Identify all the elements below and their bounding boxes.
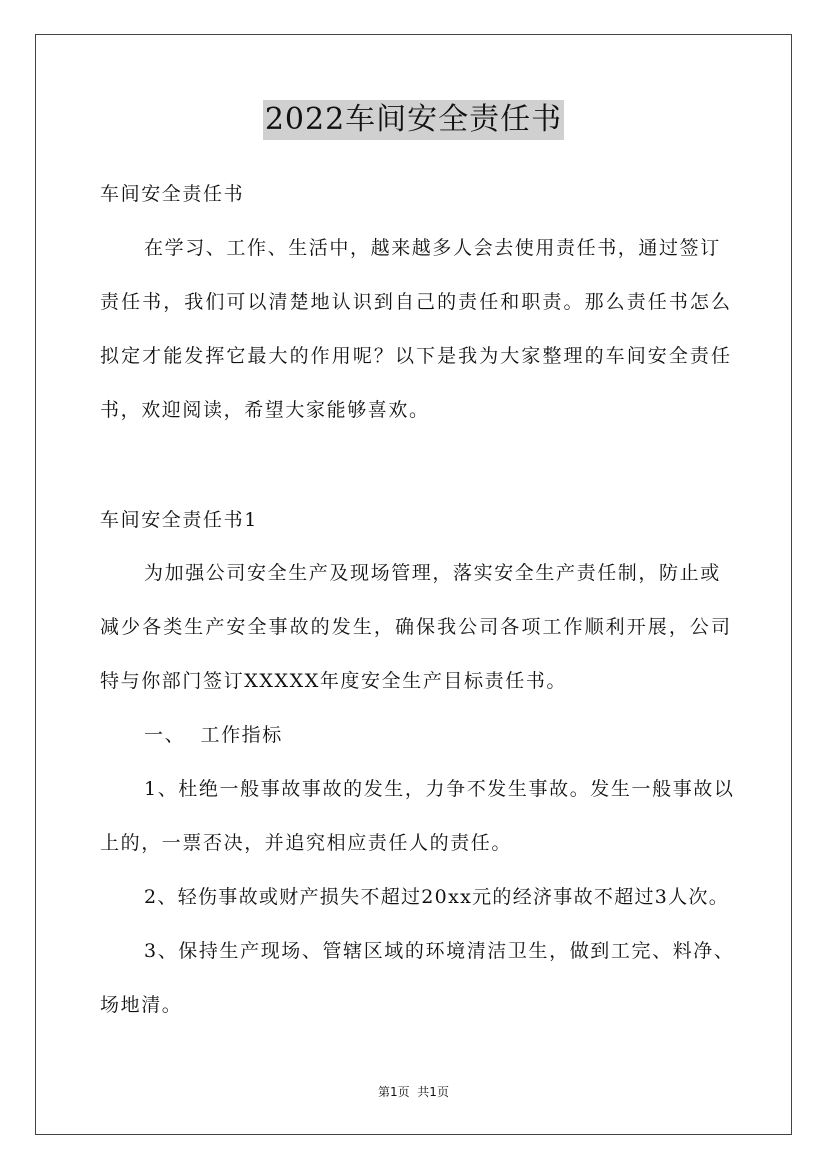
section-heading: 车间安全责任书1 (100, 509, 258, 531)
list-heading: 一、 工作指标 (144, 724, 283, 746)
paragraph-line: 场地清。 (100, 994, 183, 1016)
paragraph-line: 责任书，我们可以清楚地认识到自己的责任和职责。那么责任书怎么 (100, 291, 730, 313)
paragraph-line: 减少各类生产安全事故的发生，确保我公司各项工作顺利开展，公司 (100, 616, 730, 638)
paragraph-line: 1、杜绝一般事故事故的发生，力争不发生事故。发生一般事故以 (144, 778, 735, 800)
paragraph-line: 3、保持生产现场、管辖区域的环境清洁卫生，做到工完、料净、 (144, 940, 735, 962)
paragraph-line: 拟定才能发挥它最大的作用呢？以下是我为大家整理的车间安全责任 (100, 345, 730, 367)
paragraph-line: 上的，一票否决，并追究相应责任人的责任。 (100, 832, 513, 854)
page-footer: 第1页 共1页 (378, 1085, 449, 1099)
paragraph-line: 为加强公司安全生产及现场管理，落实安全生产责任制，防止或 (144, 562, 721, 584)
section-heading: 车间安全责任书 (100, 183, 245, 205)
document-title-wrap (0, 100, 827, 140)
document-title: 2022车间安全责任书 (263, 100, 564, 140)
paragraph-line: 2、轻伤事故或财产损失不超过20xx元的经济事故不超过3人次。 (144, 886, 730, 908)
paragraph-line: 书，欢迎阅读，希望大家能够喜欢。 (100, 399, 430, 421)
paragraph-line: 特与你部门签订XXXXX年度安全生产目标责任书。 (100, 670, 568, 692)
paragraph-line: 在学习、工作、生活中，越来越多人会去使用责任书，通过签订 (144, 237, 721, 259)
